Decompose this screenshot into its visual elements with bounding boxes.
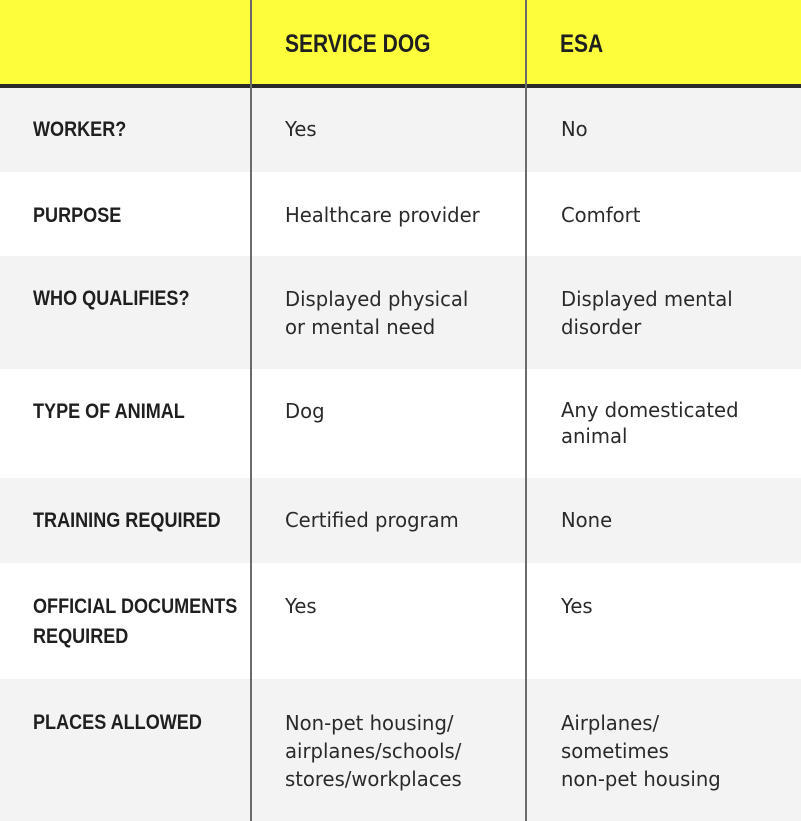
esa-cell: No [561,117,588,141]
table-row-type-of-animal [0,369,801,478]
esa-cell: Any domesticated animal [561,398,739,448]
esa-cell: Comfort [561,203,641,227]
table-row-worker [0,88,801,172]
service-dog-cell: Non-pet housing/ airplanes/schools/ stores/workplaces [285,711,462,791]
column-divider-right [525,0,527,821]
esa-cell: Displayed mental disorder [561,287,733,339]
column-header-esa: ESA [560,30,604,58]
row-label: TRAINING REQUIRED [33,509,221,532]
row-label: WORKER? [33,118,127,141]
table-row-purpose [0,172,801,256]
service-dog-cell: Certified program [285,508,459,532]
service-dog-cell: Yes [285,594,317,618]
table-row-places-allowed [0,679,801,821]
service-dog-cell: Dog [285,399,325,423]
service-dog-cell: Yes [285,117,317,141]
table-row-official-documents [0,563,801,679]
table-row-who-qualifies [0,256,801,369]
row-label: PLACES ALLOWED [33,711,202,734]
table-header [0,0,801,84]
service-dog-cell: Displayed physical or mental need [285,287,469,339]
row-label: OFFICIAL DOCUMENTS REQUIRED [33,595,238,648]
esa-cell: None [561,508,613,532]
esa-cell: Yes [561,594,593,618]
column-divider-left [250,0,252,821]
column-header-service-dog: SERVICE DOG [285,30,431,58]
row-label: TYPE OF ANIMAL [33,400,185,423]
service-dog-cell: Healthcare provider [285,203,480,227]
table-row-training-required [0,478,801,563]
row-label: WHO QUALIFIES? [33,287,190,310]
esa-cell: Airplanes/ sometimes non-pet housing [561,711,721,791]
row-label: PURPOSE [33,204,122,227]
